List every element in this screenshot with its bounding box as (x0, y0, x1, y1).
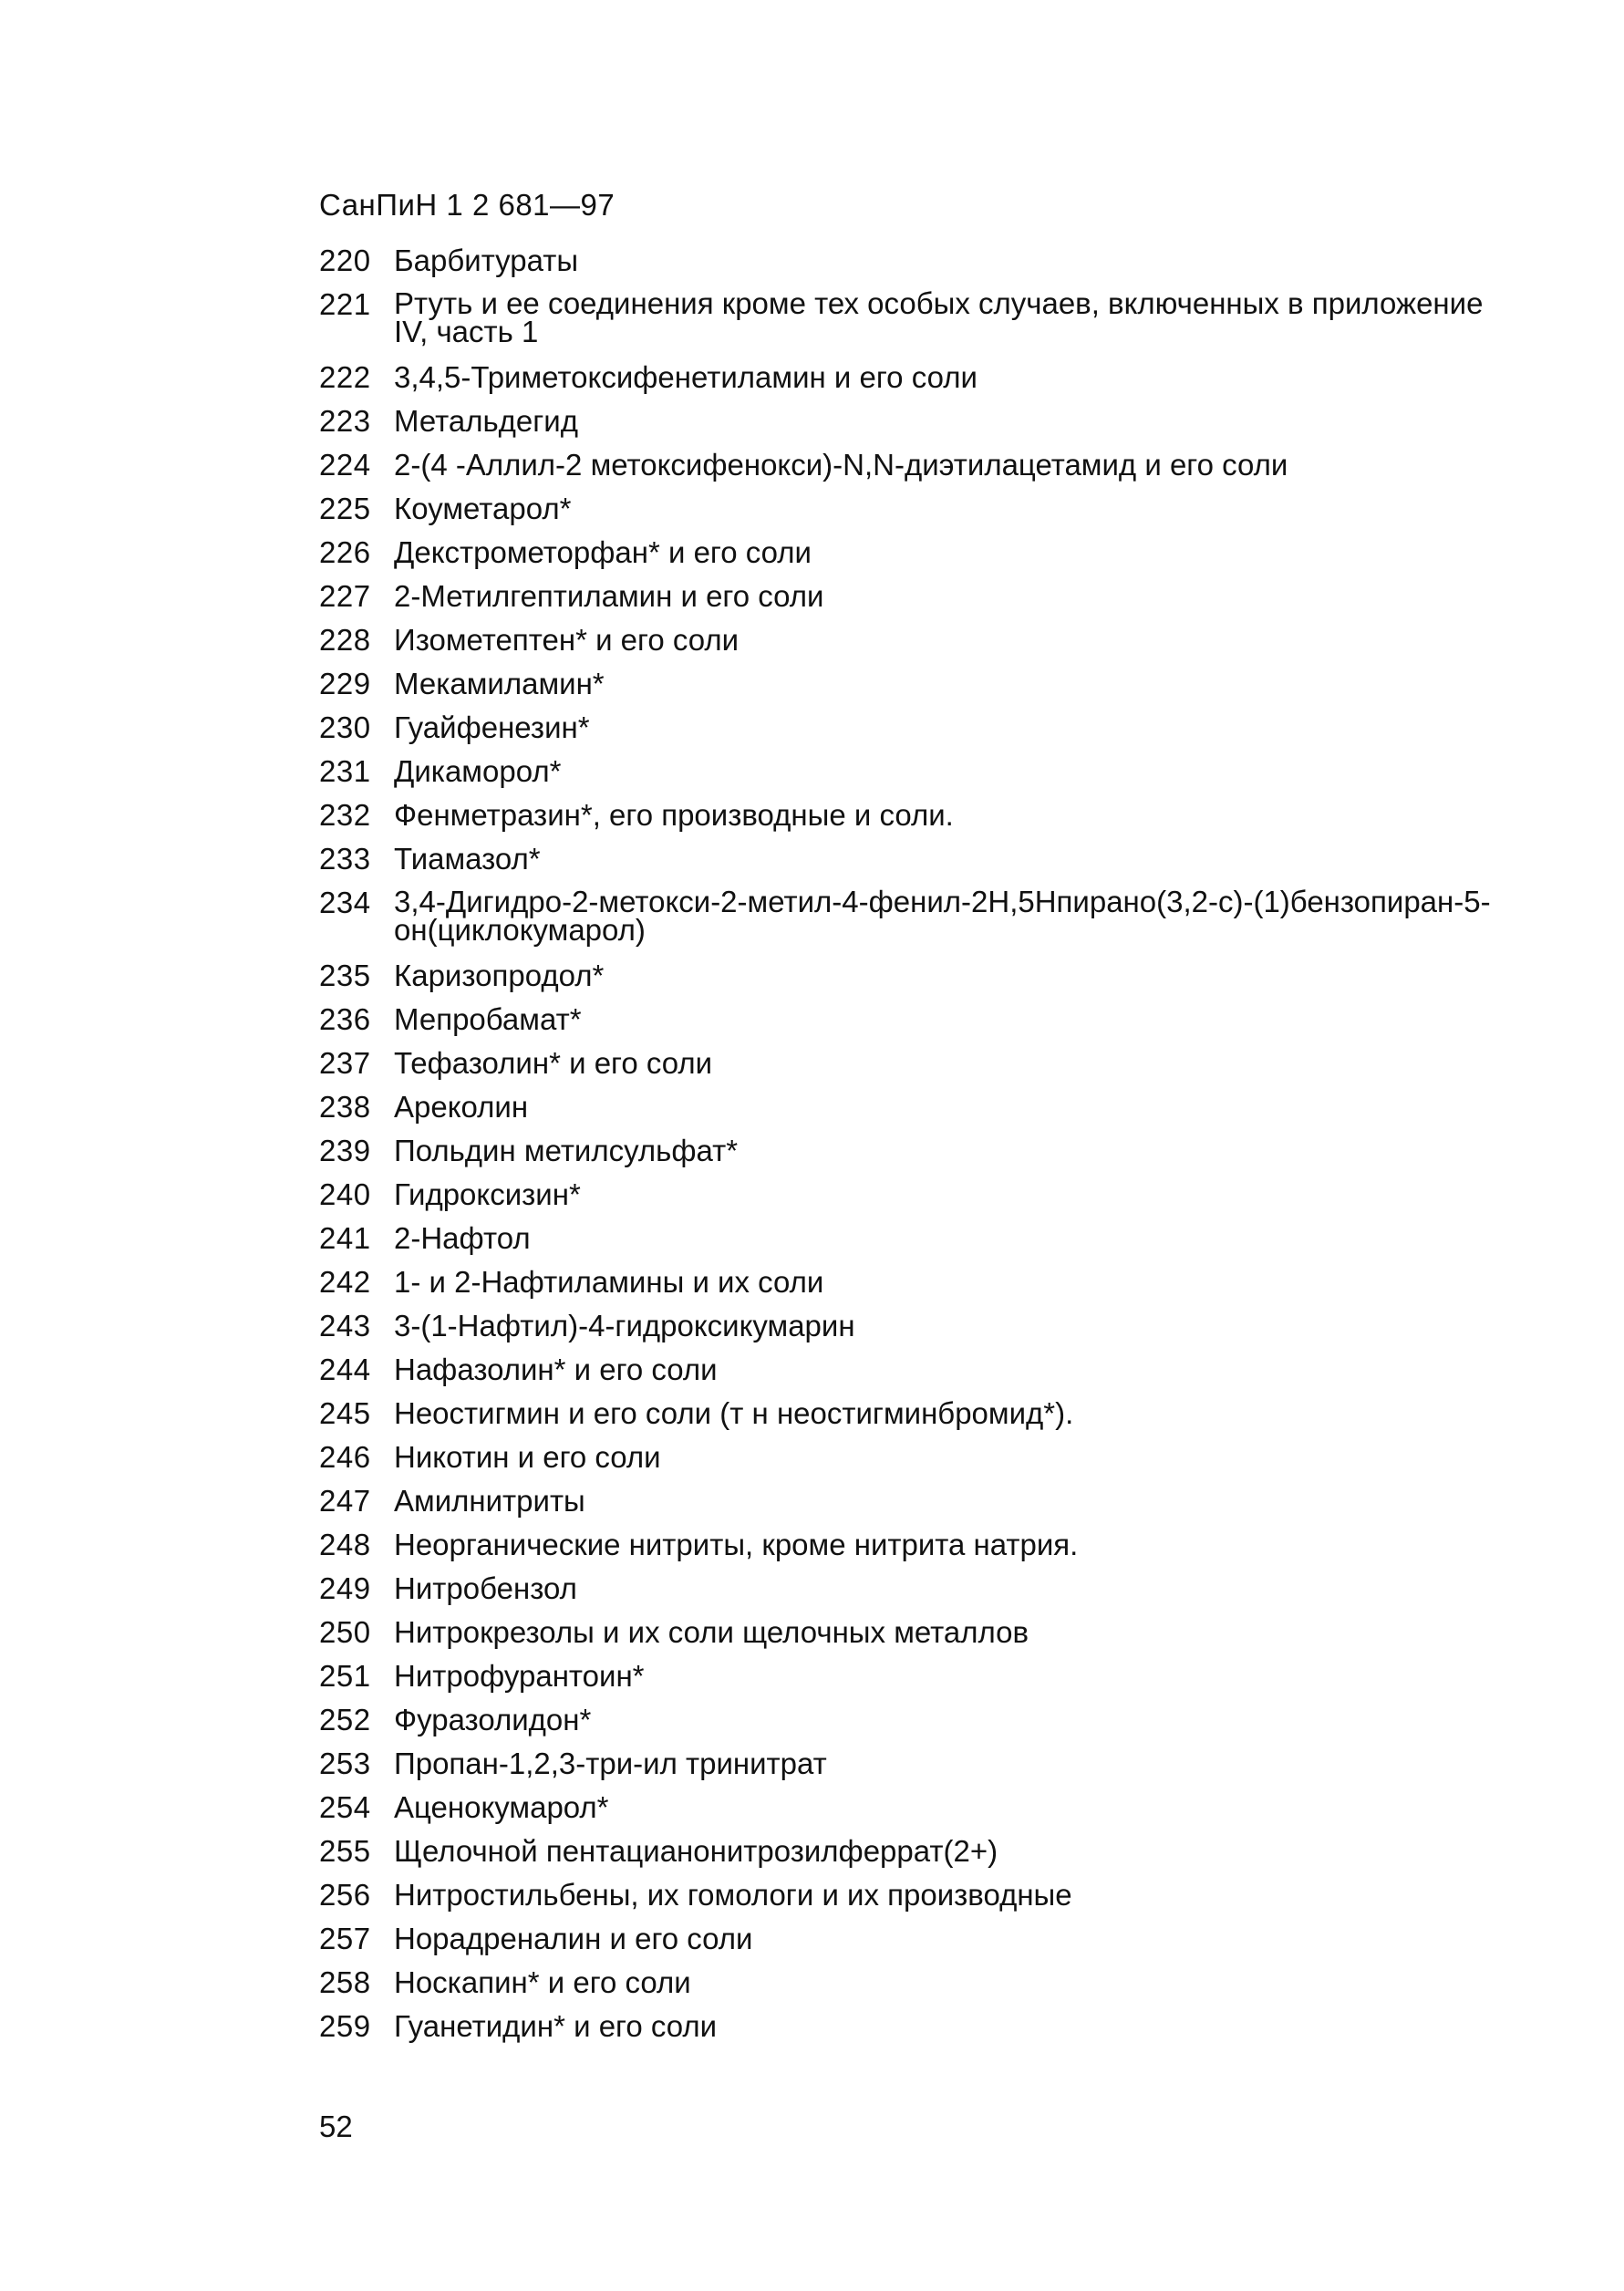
entry-number: 245 (319, 1396, 371, 1430)
entry-text: Дикаморол* (394, 754, 562, 788)
entry-text: Амилнитриты (394, 1484, 585, 1518)
entry-number: 246 (319, 1440, 371, 1474)
entry-number: 240 (319, 1177, 371, 1211)
entry-text: Тефазолин* и его соли (394, 1046, 713, 1080)
list-item (319, 1836, 1541, 1866)
entry-text: Ртуть и ее соединения кроме тех особых случаев, включенных в приложение IV, часть 1 (394, 286, 1484, 348)
entry-text: 2-Нафтол (394, 1221, 531, 1255)
entry-text: Мепробамат* (394, 1002, 582, 1036)
list-item (319, 1573, 1541, 1603)
list-item (319, 245, 1541, 275)
entry-text: Нитрофурантоин* (394, 1659, 645, 1693)
list-item (319, 1880, 1541, 1910)
entry-number: 236 (319, 1002, 371, 1036)
list-item (319, 1135, 1541, 1166)
entry-text: Декстрометорфан* и его соли (394, 535, 812, 569)
list-item (319, 1354, 1541, 1384)
entry-text: Польдин метилсульфат* (394, 1134, 739, 1167)
entry-number: 252 (319, 1703, 371, 1736)
substance-list (319, 245, 1541, 2041)
list-item (319, 1311, 1541, 1341)
entry-number: 233 (319, 842, 371, 876)
entry-number: 232 (319, 798, 371, 832)
list-item (319, 885, 1541, 947)
list-item (319, 493, 1541, 524)
entry-number: 225 (319, 492, 371, 525)
entry-text: 3,4-Дигидро-2-метокси-2-метил-4-фенил-2Н,5Нпирано(3,2-с)-(1)бензопиран-5-он(циклокумарол) (394, 885, 1491, 947)
document-page (319, 187, 1541, 2055)
list-item (319, 756, 1541, 786)
list-item (319, 1748, 1541, 1778)
list-item (319, 1967, 1541, 1997)
list-item (319, 625, 1541, 655)
entry-number: 235 (319, 959, 371, 992)
entry-text: Ареколин (394, 1090, 529, 1124)
entry-text: Носкапин* и его соли (394, 1965, 691, 1999)
list-item (319, 1398, 1541, 1428)
entry-number: 258 (319, 1965, 371, 1999)
list-item (319, 1792, 1541, 1822)
entry-text: Нитростильбены, их гомологи и их производные (394, 1878, 1072, 1912)
list-item (319, 537, 1541, 567)
entry-number: 239 (319, 1134, 371, 1167)
entry-text: Гидроксизин* (394, 1177, 581, 1211)
entry-number: 221 (319, 287, 371, 321)
entry-number: 259 (319, 2009, 371, 2043)
entry-number: 229 (319, 667, 371, 700)
list-item (319, 960, 1541, 990)
list-item (319, 1223, 1541, 1253)
entry-number: 230 (319, 710, 371, 744)
entry-number: 241 (319, 1221, 371, 1255)
list-item (319, 1529, 1541, 1560)
entry-text: Метальдегид (394, 404, 578, 438)
entry-number: 254 (319, 1790, 371, 1824)
list-item (319, 1705, 1541, 1735)
entry-text: Каризопродол* (394, 959, 605, 992)
entry-number: 238 (319, 1090, 371, 1124)
list-item (319, 1617, 1541, 1647)
entry-number: 220 (319, 244, 371, 277)
list-item (319, 362, 1541, 392)
list-item (319, 286, 1541, 348)
list-item (319, 844, 1541, 874)
entry-number: 224 (319, 448, 371, 482)
entry-text: Аценокумарол* (394, 1790, 609, 1824)
entry-text: Мекамиламин* (394, 667, 605, 700)
entry-number: 250 (319, 1615, 371, 1649)
entry-text: Неостигмин и его соли (т н неостигминбромид*). (394, 1396, 1074, 1430)
list-item (319, 1267, 1541, 1297)
running-header: СанПиН 1 2 681—97 (319, 188, 615, 222)
entry-number: 251 (319, 1659, 371, 1693)
entry-text: Фенметразин*, его производные и соли. (394, 798, 954, 832)
entry-text: Фуразолидон* (394, 1703, 592, 1736)
entry-text: Нитробензол (394, 1571, 577, 1605)
list-item (319, 1092, 1541, 1122)
entry-text: Щелочной пентацианонитрозилферрат(2+) (394, 1834, 998, 1868)
list-item (319, 406, 1541, 436)
entry-number: 234 (319, 886, 371, 919)
entry-number: 248 (319, 1528, 371, 1561)
list-item (319, 1923, 1541, 1954)
entry-number: 231 (319, 754, 371, 788)
page-number: 52 (319, 2110, 353, 2143)
entry-text: Норадреналин и его соли (394, 1922, 753, 1955)
entry-text: Барбитураты (394, 244, 579, 277)
entry-number: 256 (319, 1878, 371, 1912)
entry-number: 226 (319, 535, 371, 569)
entry-number: 249 (319, 1571, 371, 1605)
entry-number: 242 (319, 1265, 371, 1299)
list-item (319, 669, 1541, 699)
entry-text: 2-(4 -Аллил-2 метоксифенокси)-N,N-диэтилацетамид и его соли (394, 448, 1288, 482)
entry-text: 3-(1-Нафтил)-4-гидроксикумарин (394, 1309, 855, 1342)
list-item (319, 450, 1541, 480)
entry-number: 228 (319, 623, 371, 657)
entry-number: 257 (319, 1922, 371, 1955)
list-item (319, 1442, 1541, 1472)
list-item (319, 1004, 1541, 1034)
entry-text: Пропан-1,2,3-три-ил тринитрат (394, 1747, 827, 1780)
entry-text: 2-Метилгептиламин и его соли (394, 579, 824, 613)
list-item (319, 1048, 1541, 1078)
entry-text: Коуметарол* (394, 492, 572, 525)
entry-text: Изометептен* и его соли (394, 623, 740, 657)
list-item (319, 712, 1541, 742)
entry-text: Тиамазол* (394, 842, 541, 876)
entry-text: Нитрокрезолы и их соли щелочных металлов (394, 1615, 1029, 1649)
entry-number: 253 (319, 1747, 371, 1780)
entry-text: Гуайфенезин* (394, 710, 590, 744)
entry-number: 255 (319, 1834, 371, 1868)
list-item (319, 1179, 1541, 1209)
entry-text: Нафазолин* и его соли (394, 1353, 718, 1386)
entry-number: 223 (319, 404, 371, 438)
entry-text: Никотин и его соли (394, 1440, 661, 1474)
list-item (319, 800, 1541, 830)
list-item (319, 1486, 1541, 1516)
entry-number: 244 (319, 1353, 371, 1386)
entry-number: 227 (319, 579, 371, 613)
entry-text: 1- и 2-Нафтиламины и их соли (394, 1265, 824, 1299)
entry-text: Гуанетидин* и его соли (394, 2009, 718, 2043)
entry-number: 247 (319, 1484, 371, 1518)
entry-number: 222 (319, 360, 371, 394)
entry-number: 243 (319, 1309, 371, 1342)
entry-text: 3,4,5-Триметоксифенетиламин и его соли (394, 360, 978, 394)
list-item (319, 581, 1541, 611)
list-item (319, 1661, 1541, 1691)
entry-number: 237 (319, 1046, 371, 1080)
list-item (319, 2011, 1541, 2041)
entry-text: Неорганические нитриты, кроме нитрита натрия. (394, 1528, 1079, 1561)
